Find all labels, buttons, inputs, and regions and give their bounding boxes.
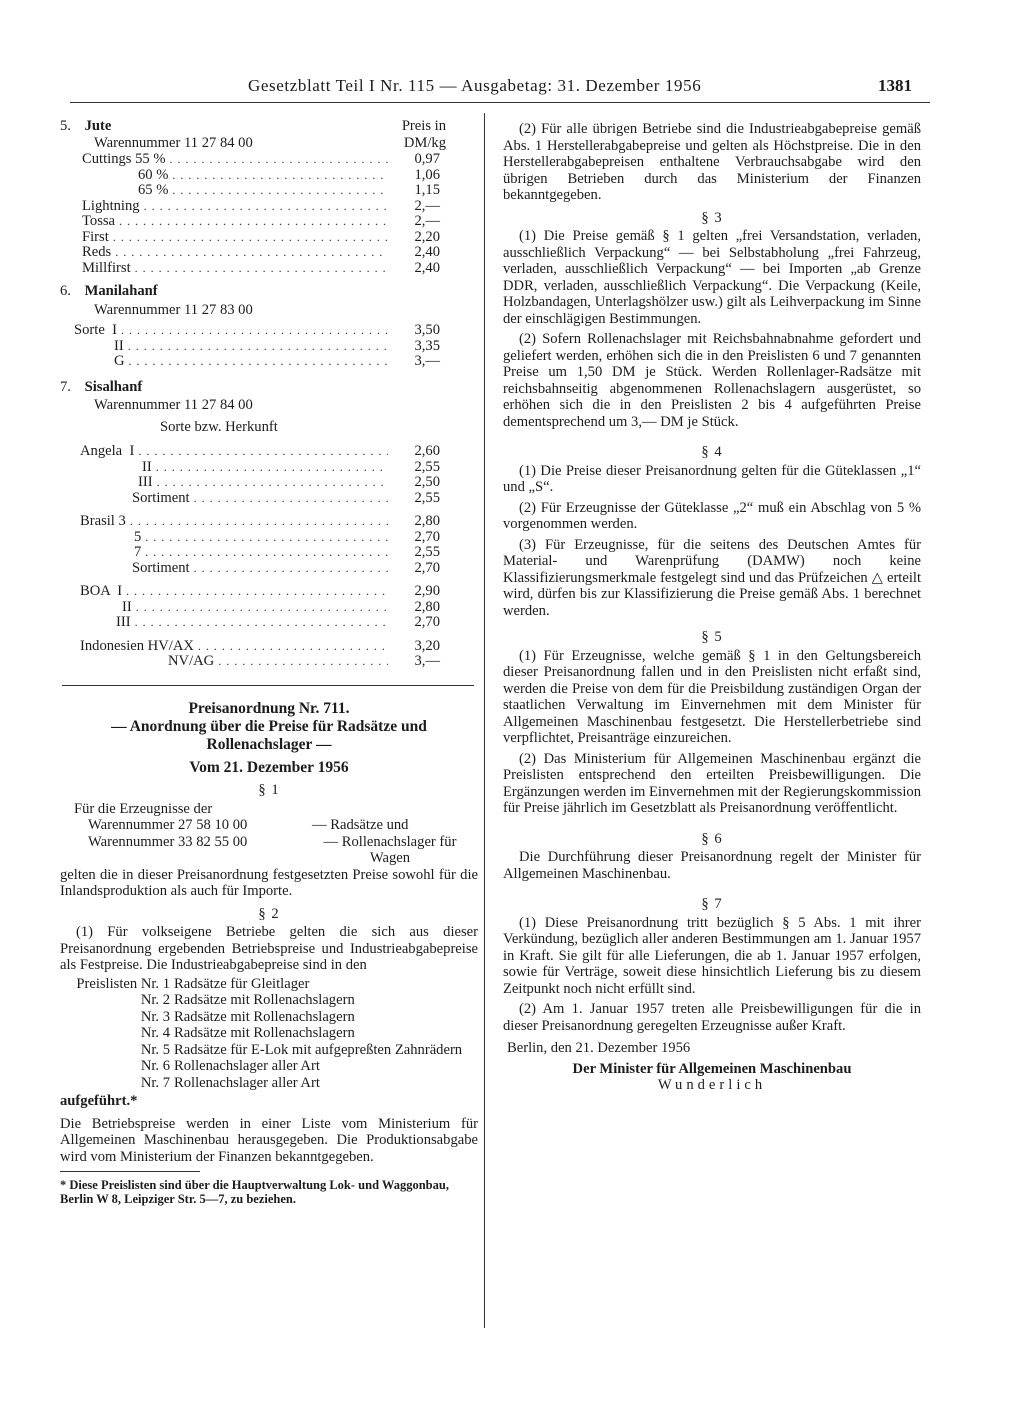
leader-dots: [140, 198, 388, 215]
price-row-value: 3,—: [414, 353, 440, 369]
sisal-subhead: Sorte bzw. Herkunft: [160, 418, 278, 435]
price-row-value: 2,55: [414, 458, 440, 475]
leader-dots: [214, 653, 388, 670]
sisal-price-list: [60, 443, 478, 669]
price-row: [60, 167, 478, 183]
price-row-value: 0,97: [414, 151, 440, 167]
price-row: [60, 638, 478, 654]
ware-2-desc: — Rollenachslager für Wagen: [323, 833, 457, 866]
price-row: [60, 244, 478, 260]
price-row-value: 2,—: [414, 213, 440, 229]
page-number: 1381: [878, 76, 912, 95]
header-rule: [70, 102, 930, 103]
preisliste-item: [60, 1042, 478, 1059]
price-row-label: Millfirst: [82, 259, 131, 276]
price-row-label: Reds: [82, 244, 112, 260]
price-row-value: 3,50: [414, 322, 440, 338]
section-divider: [62, 685, 474, 686]
price-row-value: 2,80: [414, 513, 440, 529]
po-title-3: Rollenachslager —: [206, 735, 332, 753]
price-row: [60, 614, 478, 630]
ware-1-number: Warennummer 27 58 10 00: [88, 817, 248, 833]
section-jute: [60, 118, 478, 275]
price-row: [60, 322, 478, 338]
price-row: [60, 560, 478, 576]
s5-para-1: (1) Für Erzeugnisse, welche gemäß § 1 in den Geltungsbereich dieser Preisanordnung fallen und in den Preislisten nicht erfaßt sind, werden die Preise von dem für die Preisbildung zuständigen Organ der staatlichen Verwaltung im Einvernehmen mit dem Minister für Allgemeinen Maschinenbau festgesetzt. Die Herstellerbetriebe sind verpflichtet, Preisanträge einzureichen.: [503, 647, 921, 746]
paragraph-4-heading: § 4: [701, 444, 723, 460]
running-title: Gesetzblatt Teil I Nr. 115 — Ausgabetag: 31. Dezember 1956: [248, 76, 702, 95]
leader-dots: [168, 167, 388, 184]
price-row-value: 2,80: [414, 598, 440, 615]
price-row-value: 3,20: [414, 637, 440, 654]
price-row: [60, 653, 478, 669]
jute-warennummer: Warennummer 11 27 84 00: [94, 134, 253, 151]
preisliste-text: Rollenachslager aller Art: [174, 1074, 320, 1091]
price-row-value: 1,15: [414, 182, 440, 198]
s1-text: gelten die in dieser Preisanordnung festgesetzten Preise sowohl für die Inlandsproduktion als auch für Importe.: [60, 866, 478, 899]
manila-warennummer: Warennummer 11 27 83 00: [94, 301, 253, 318]
ware-1-desc: — Radsätze und: [312, 817, 409, 833]
price-row-label: Lightning: [82, 197, 140, 214]
price-row: [60, 459, 478, 475]
footnote: * Diese Preislisten sind über die Hauptverwaltung Lok- und Waggonbau, Berlin W 8, Leipziger Str. 5—7, zu beziehen.: [60, 1178, 449, 1206]
price-row-label: Sortiment: [132, 559, 190, 576]
preisliste-text: Radsätze mit Rollenachslagern: [174, 1008, 355, 1025]
leader-dots: [131, 260, 388, 277]
preisliste-number: Nr. 3: [140, 1008, 170, 1025]
aufgefuehrt: aufgeführt.*: [60, 1093, 138, 1109]
sisal-group: [60, 638, 478, 669]
manila-price-list: [60, 322, 478, 369]
price-row-label: II: [114, 337, 124, 354]
column-divider: [484, 113, 485, 1328]
leader-dots: [141, 529, 388, 546]
leader-dots: [190, 490, 388, 507]
s2-text: (1) Für volkseigene Betriebe gelten die sich aus dieser Preisanordnung ergebenden Betriebspreise und Industrieabgabepreise als Festpreise. Die Industrieabgabepreise sind in den: [60, 924, 478, 973]
paragraph-5-heading: § 5: [701, 629, 723, 645]
s7-para-2: (2) Am 1. Januar 1957 treten alle Preisbewilligungen für die in dieser Preisanordnung geregelten Erzeugnisse außer Kraft.: [503, 1001, 921, 1034]
price-row: [60, 353, 478, 369]
right-column: [503, 121, 921, 1094]
price-row-label: Indonesien HV/AX: [80, 637, 194, 654]
leader-dots: [168, 182, 388, 199]
jute-head: [60, 118, 478, 135]
preisliste-number: Nr. 2: [140, 992, 170, 1008]
price-row: [60, 198, 478, 214]
paragraph-1-heading: § 1: [258, 782, 280, 798]
preisliste-number: Nr. 4: [140, 1025, 170, 1041]
price-row: [60, 338, 478, 354]
price-head-2: DM/kg: [403, 134, 446, 151]
leader-dots: [132, 599, 388, 616]
preisliste-number: Nr. 7: [140, 1074, 170, 1091]
preisliste-item: [60, 1058, 478, 1075]
price-row-label: Sortiment: [132, 489, 190, 506]
price-row-label: Angela I: [80, 443, 135, 459]
price-row-label: Sorte I: [74, 322, 117, 338]
price-row-label: II: [122, 598, 132, 615]
ware-line-1: [60, 817, 478, 834]
sisal-title-line: [60, 379, 478, 396]
price-row-label: First: [82, 228, 109, 245]
leader-dots: [124, 338, 388, 355]
preislisten-list: [60, 976, 478, 1092]
price-row-value: 2,40: [414, 244, 440, 260]
preisliste-text: Radsätze mit Rollenachslagern: [174, 992, 355, 1008]
s4-para-1: (1) Die Preise dieser Preisanordnung gelten für die Güteklassen „1“ und „S“.: [503, 462, 921, 495]
price-row-value: 3,—: [414, 653, 440, 669]
price-row-value: 2,40: [414, 259, 440, 276]
price-row: [60, 513, 478, 529]
preisliste-item: [60, 1025, 478, 1042]
price-row: [60, 260, 478, 276]
preisanordnung: [60, 700, 478, 1207]
manila-title-line: [60, 283, 478, 300]
ware-line-2: [60, 834, 478, 867]
price-row-label: NV/AG: [168, 653, 215, 669]
signatory: Der Minister für Allgemeinen Maschinenbau: [572, 1060, 852, 1077]
signature-name: Wunderlich: [657, 1077, 767, 1093]
price-row-label: III: [138, 474, 153, 490]
price-row-label: Tossa: [82, 213, 116, 229]
place-date: Berlin, den 21. Dezember 1956: [507, 1040, 691, 1056]
price-row-label: 7: [134, 544, 142, 560]
price-row: [60, 583, 478, 599]
price-row: [60, 151, 478, 167]
leader-dots: [126, 513, 388, 530]
leader-dots: [125, 353, 388, 370]
price-row: [60, 213, 478, 229]
preisliste-number: Nr. 5: [140, 1041, 170, 1058]
po-title-2: — Anordnung über die Preise für Radsätze und: [111, 717, 427, 735]
section-manila: [60, 283, 478, 369]
manila-number: 6.: [60, 283, 71, 299]
sisal-warennummer: Warennummer 11 27 84 00: [94, 397, 253, 413]
price-row-value: 2,60: [414, 443, 440, 459]
price-row-label: BOA I: [80, 583, 123, 599]
price-row-value: 2,70: [414, 559, 440, 576]
sisal-group: [60, 513, 478, 575]
po-title: [60, 700, 478, 754]
preisliste-text: Rollenachslager aller Art: [174, 1058, 320, 1074]
price-row-label: 65 %: [138, 182, 169, 198]
preisliste-item: [60, 976, 478, 993]
sisal-group: [60, 443, 478, 505]
price-row: [60, 229, 478, 245]
preisliste-text: Radsätze mit Rollenachslagern: [174, 1025, 355, 1041]
price-row-label: II: [142, 458, 152, 475]
price-row-value: 2,50: [414, 474, 440, 490]
sisal-group: [60, 583, 478, 630]
leader-dots: [117, 322, 388, 339]
s3-para-2: (2) Sofern Rollenachslager mit Reichsbahnabnahme gefordert und geliefert werden, erhöhen sich die in den Preislisten 6 und 7 genannten Preise um 1,50 DM je Stück. Werden Rollenlager-Radsätze mit reichsbahnseitig abgenommenen Rollenachslagern ausgerüstet, so erhöhen sich die in den Preislisten 2 bis 4 aufgeführten Preise dementsprechend um 3,— DM je Stück.: [503, 331, 921, 430]
jute-number: 5.: [60, 118, 71, 134]
s2-text-2: Die Betriebspreise werden in einer Liste vom Ministerium für Allgemeinen Maschinenbau herausgegeben. Die Produktionsabgabe wird vom Ministerium der Finanzen bekanntgegeben.: [60, 1115, 478, 1165]
leader-dots: [122, 583, 388, 600]
price-row-value: 1,06: [414, 166, 440, 183]
s6-text: Die Durchführung dieser Preisanordnung regelt der Minister für Allgemeinen Maschinenbau.: [503, 849, 921, 882]
footnote-rule: [60, 1171, 200, 1172]
price-row-value: 2,70: [414, 528, 440, 545]
jute-title: Jute: [84, 118, 112, 134]
s5-para-2: (2) Das Ministerium für Allgemeinen Maschinenbau ergänzt die Preislisten entsprechend den erteilten Preisbewilligungen. Die Ergänzungen werden im Einvernehmen mit der Regierungskommission für Preise jährlich im Gesetzblatt als Preisanordnung veröffentlicht.: [503, 750, 921, 816]
price-head-1: Preis in: [401, 118, 446, 134]
preisliste-item: [60, 1009, 478, 1026]
price-row-label: G: [114, 353, 125, 369]
leader-dots: [152, 459, 388, 476]
preisliste-item: [60, 992, 478, 1009]
price-row: [60, 474, 478, 490]
s7-para-1: (1) Diese Preisanordnung tritt bezüglich § 5 Abs. 1 mit ihrer Verkündung, bezüglich aller anderen Bestimmungen am 1. Januar 1957 in Kraft. Sie gilt für alle Lieferungen, die ab 1. Januar 1957 erfolgen, sowie für Verträge, soweit diese hinsichtlich Lieferung bis zu diesem Zeitpunkt noch nicht erfüllt sind.: [503, 914, 921, 997]
price-row-label: 5: [134, 528, 142, 545]
preisliste-number: Nr. 6: [140, 1058, 170, 1074]
price-row-label: Cuttings 55 %: [82, 151, 166, 167]
price-row: [60, 529, 478, 545]
po-date: Vom 21. Dezember 1956: [189, 758, 349, 776]
s4-para-3: (3) Für Erzeugnisse, für die seitens des Deutschen Amtes für Material- und Warenprüfung (DAMW) noch keine Klassifizierungsmerkmale festgelegt sind und das Prüfzeichen △ erteilt wird, dürfen bis zur Klassifizierung die Preise gemäß Abs. 1 berechnet werden.: [503, 536, 921, 619]
paragraph-2-heading: § 2: [258, 905, 280, 922]
leader-dots: [131, 614, 388, 631]
po-title-1: Preisanordnung Nr. 711.: [188, 699, 350, 717]
price-row-value: 2,55: [414, 489, 440, 506]
sisal-title: Sisalhanf: [84, 378, 143, 395]
ware-2-number: Warennummer 33 82 55 00: [88, 833, 248, 850]
leader-dots: [190, 560, 388, 577]
s1-intro: Für die Erzeugnisse der: [74, 800, 213, 817]
paragraph-7-heading: § 7: [701, 896, 723, 912]
jute-price-list: [60, 151, 478, 275]
leader-dots: [111, 244, 388, 261]
leader-dots: [141, 544, 388, 561]
price-row-value: 2,70: [414, 614, 440, 630]
price-row-value: 2,20: [414, 228, 440, 245]
price-row: [60, 443, 478, 459]
leader-dots: [134, 443, 388, 460]
manila-title: Manilahanf: [84, 283, 158, 299]
s4-para-2: (2) Für Erzeugnisse der Güteklasse „2“ muß ein Abschlag von 5 % vorgenommen werden.: [503, 499, 921, 532]
sisal-number: 7.: [60, 378, 71, 395]
price-row-label: 60 %: [138, 166, 169, 183]
preisliste-text: Radsätze für E-Lok mit aufgepreßten Zahnrädern: [174, 1041, 463, 1058]
price-row: [60, 490, 478, 506]
price-row-label: III: [116, 614, 131, 630]
leader-dots: [194, 638, 388, 655]
s3-para-1: (1) Die Preise gemäß § 1 gelten „frei Versandstation, verladen, ausschließlich Verpackung“ — bei Selbstabholung „frei Fahrzeug, verladen, ausschließlich Verpackung“ — bei Importen „ab Grenze DDR, verladen, ausschließlich Verpackung“. Die Verpackung (Keile, Holzbandagen, Unterlagshölzer usw.) gilt als Leihverpackung im Sinne der einschlägigen Bestimmungen.: [503, 228, 921, 327]
s2-para-2: (2) Für alle übrigen Betriebe sind die Industrieabgabepreise gemäß Abs. 1 Herstellerabgabepreise und gelten als Höchstpreise. Die in den Herstellerabgabepreisen enthaltene Verbrauchsabgabe wird den übrigen Betrieben durch das Ministerium der Finanzen bekanntgegeben.: [503, 121, 921, 203]
price-row: [60, 544, 478, 560]
price-row-label: Brasil 3: [80, 513, 126, 529]
price-row-value: 2,55: [414, 544, 440, 560]
section-sisal: [60, 379, 478, 669]
price-row: [60, 599, 478, 615]
price-row-value: 3,35: [414, 337, 440, 354]
paragraph-6-heading: § 6: [701, 830, 723, 847]
leader-dots: [153, 474, 388, 491]
price-row: [60, 182, 478, 198]
leader-dots: [109, 229, 388, 246]
price-row-value: 2,90: [414, 583, 440, 599]
page-header: [0, 76, 1024, 100]
leader-dots: [166, 151, 388, 168]
jute-title-line: [60, 118, 111, 135]
left-column: [60, 118, 478, 1206]
leader-dots: [115, 213, 388, 230]
paragraph-3-heading: § 3: [701, 209, 723, 226]
preisliste-item: [60, 1075, 478, 1092]
preisliste-number: Preislisten Nr. 1: [76, 975, 170, 992]
price-row-value: 2,—: [414, 197, 440, 214]
jute-ware-line: [60, 135, 478, 152]
preisliste-text: Radsätze für Gleitlager: [174, 975, 310, 992]
